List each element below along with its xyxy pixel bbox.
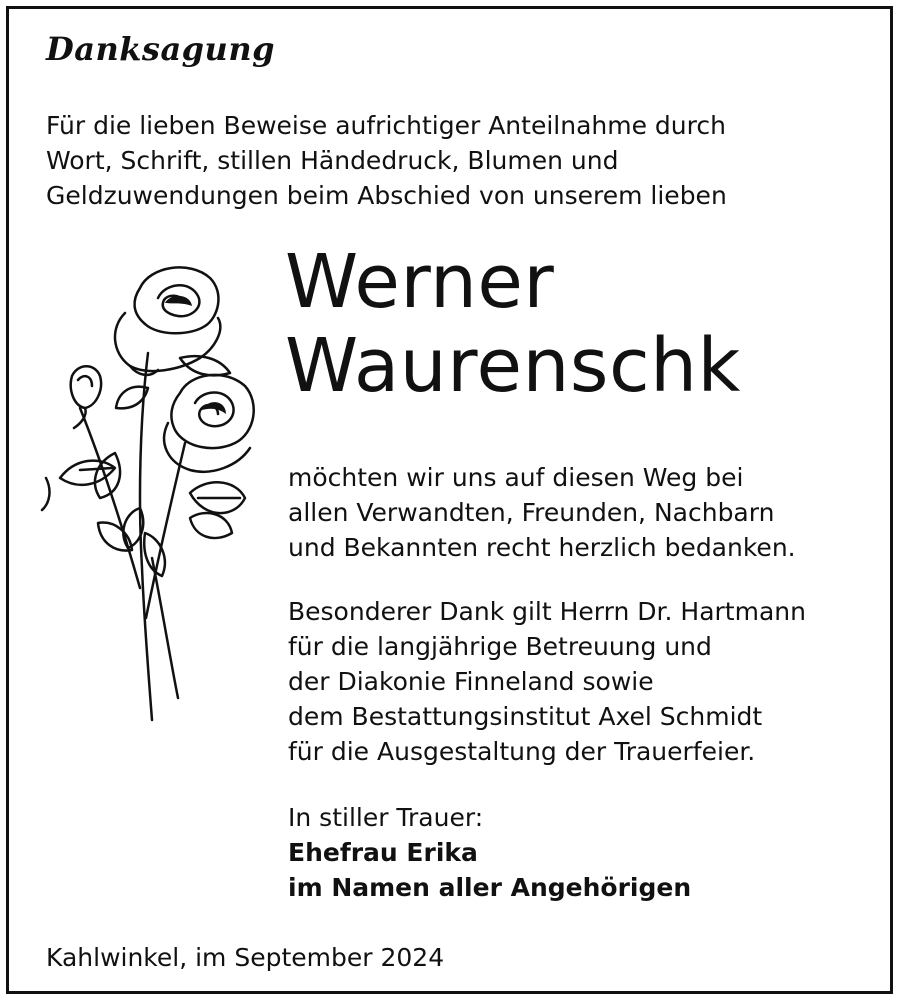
special-thanks-line: für die langjährige Betreuung und	[288, 632, 712, 661]
signature-line-relatives: im Namen aller Angehörigen	[288, 873, 692, 902]
thanks-line: und Bekannten recht herzlich bedanken.	[288, 533, 796, 562]
intro-line: Wort, Schrift, stillen Händedruck, Blumen und	[46, 146, 619, 175]
signature-block	[288, 800, 868, 905]
heading-title: Danksagung	[46, 30, 275, 68]
place-date: Kahlwinkel, im September 2024	[46, 943, 445, 972]
signature-intro: In stiller Trauer:	[288, 803, 484, 832]
intro-text	[46, 108, 846, 213]
rose-drawing-icon	[40, 258, 255, 728]
signature-line-wife: Ehefrau Erika	[288, 838, 478, 867]
special-thanks-text	[288, 594, 868, 769]
deceased-name	[285, 240, 741, 408]
special-thanks-line: dem Bestattungsinstitut Axel Schmidt	[288, 702, 763, 731]
thanks-line: allen Verwandten, Freunden, Nachbarn	[288, 498, 775, 527]
deceased-first-name: Werner	[285, 239, 555, 325]
special-thanks-line: der Diakonie Finneland sowie	[288, 667, 654, 696]
special-thanks-line: Besonderer Dank gilt Herrn Dr. Hartmann	[288, 597, 806, 626]
intro-line: Geldzuwendungen beim Abschied von unserem lieben	[46, 181, 727, 210]
thanks-text	[288, 460, 868, 565]
intro-line: Für die lieben Beweise aufrichtiger Anteilnahme durch	[46, 111, 726, 140]
special-thanks-line: für die Ausgestaltung der Trauerfeier.	[288, 737, 756, 766]
thanks-line: möchten wir uns auf diesen Weg bei	[288, 463, 744, 492]
deceased-last-name: Waurenschk	[285, 323, 741, 409]
